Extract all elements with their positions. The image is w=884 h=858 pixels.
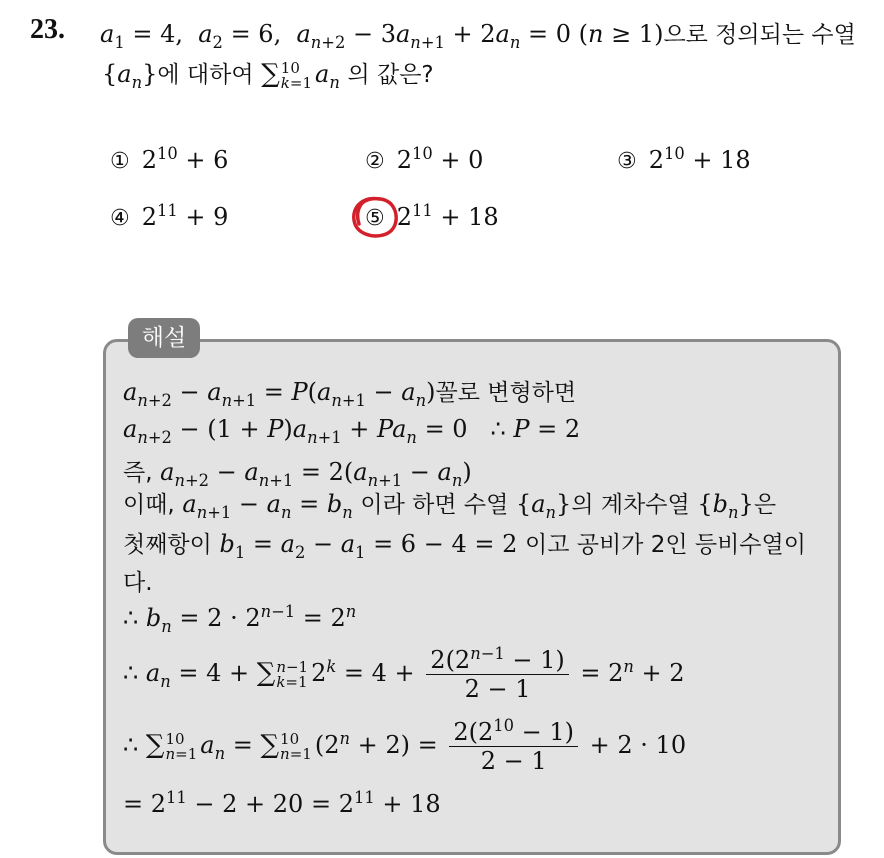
solution-line-2: $a_{n+2} - (1 + P)a_{n+1} + Pa_n = 0$ ∴ P = 2 — [123, 415, 581, 447]
question-text-about: 에 대하여 — [157, 62, 254, 88]
question-line-2: $\{a_n\}$에 대하여 ∑ 10 k=1 $a_n$ 의 값은? — [102, 58, 434, 92]
solution-line-4: 이때, $a_{n+1} - a_n = b_n$ 이라 하면 수열 $\{a_n\}$의 계차수열 $\{b_n\}$은 — [123, 490, 777, 522]
question-text-defined: 으로 정의되는 수열 — [663, 22, 856, 48]
solution-text-ittae: 이때, — [123, 492, 175, 518]
solution-text-eun: 은 — [753, 492, 777, 518]
solution-line-7: ∴ $b_n = 2 \cdot 2^{n-1} = 2^n$ — [123, 602, 357, 636]
solution-line-5: 첫째항이 $b_1 = a_2 - a_1 = 6 - 4 = 2$ 이고 공비가 2인 등비수열이 — [123, 530, 806, 562]
solution-text-ira: 이라 하면 수열 — [360, 492, 509, 518]
solution-text-igo: 이고 공비가 2인 등비수열이 — [524, 532, 806, 558]
question-line-1: $a_1 = 4$, $a_2 = 6$, $a_{n+2} - 3a_{n+1} + 2a_n = 0$ (n ≥ 1)으로 정의되는 수열 — [100, 20, 856, 52]
fraction: $\frac{2(2^{10} - 1)}{2 - 1}$ — [449, 718, 578, 775]
choice-3[interactable]: ③ $2^{10} + 18$ — [617, 144, 751, 174]
solution-tag: 해설 — [128, 318, 200, 358]
solution-line-6 — [123, 564, 153, 597]
choice-number-icon: ④ — [110, 206, 130, 231]
choice-5[interactable]: ⑤ $2^{11} + 18$ — [365, 201, 499, 231]
solution-line-10: = $2^{11} - 2 + 20 = 2^{11} + 18$ — [123, 788, 441, 818]
choice-number-icon: ② — [365, 149, 385, 174]
solution-text-first: 첫째항이 — [123, 532, 212, 558]
question-number: 23. — [30, 14, 65, 45]
choice-number-icon: ① — [110, 149, 130, 174]
choice-number-icon: ③ — [617, 149, 637, 174]
solution-line-8: ∴ $a_n = 4$ + ∑ n−1 k=1 $2^k = 4$ + $\frac{2(2^{n-1} - 1)}{2 - 1}$ = $2^n + 2$ — [123, 644, 685, 703]
choice-4[interactable]: ④ $2^{11} + 9$ — [110, 201, 229, 231]
choice-2[interactable]: ② $2^{10} + 0$ — [365, 144, 484, 174]
fraction: $\frac{2(2^{n-1} - 1)}{2 - 1}$ — [426, 646, 568, 703]
choice-number-icon: ⑤ — [365, 206, 385, 231]
solution-text-ieu: 즉, — [123, 460, 153, 486]
solution-line-3: 즉, $a_{n+2} - a_{n+1} = 2(a_{n+1} - a_n)$ — [123, 458, 472, 490]
solution-line-1: $a_{n+2} - a_{n+1} = P(a_{n+1} - a_n)$꼴로 변형하면 — [123, 378, 577, 410]
choice-1[interactable]: ① $2^{10} + 6$ — [110, 144, 229, 174]
solution-text-gyecha: 의 계차수열 — [571, 492, 690, 518]
answer-circle-mark-icon — [349, 193, 401, 241]
solution-line-9: ∴ ∑ 10 n=1 $a_n$ = ∑ 10 n=1 $(2^n + 2)$ = $\frac{2(2^{10} - 1)}{2 - 1}$ + 2 · 10 — [123, 716, 687, 775]
solution-text-da: 다. — [123, 570, 153, 596]
question-text-value: 의 값은? — [347, 62, 434, 88]
solution-text-transform: 꼴로 변형하면 — [435, 380, 577, 406]
